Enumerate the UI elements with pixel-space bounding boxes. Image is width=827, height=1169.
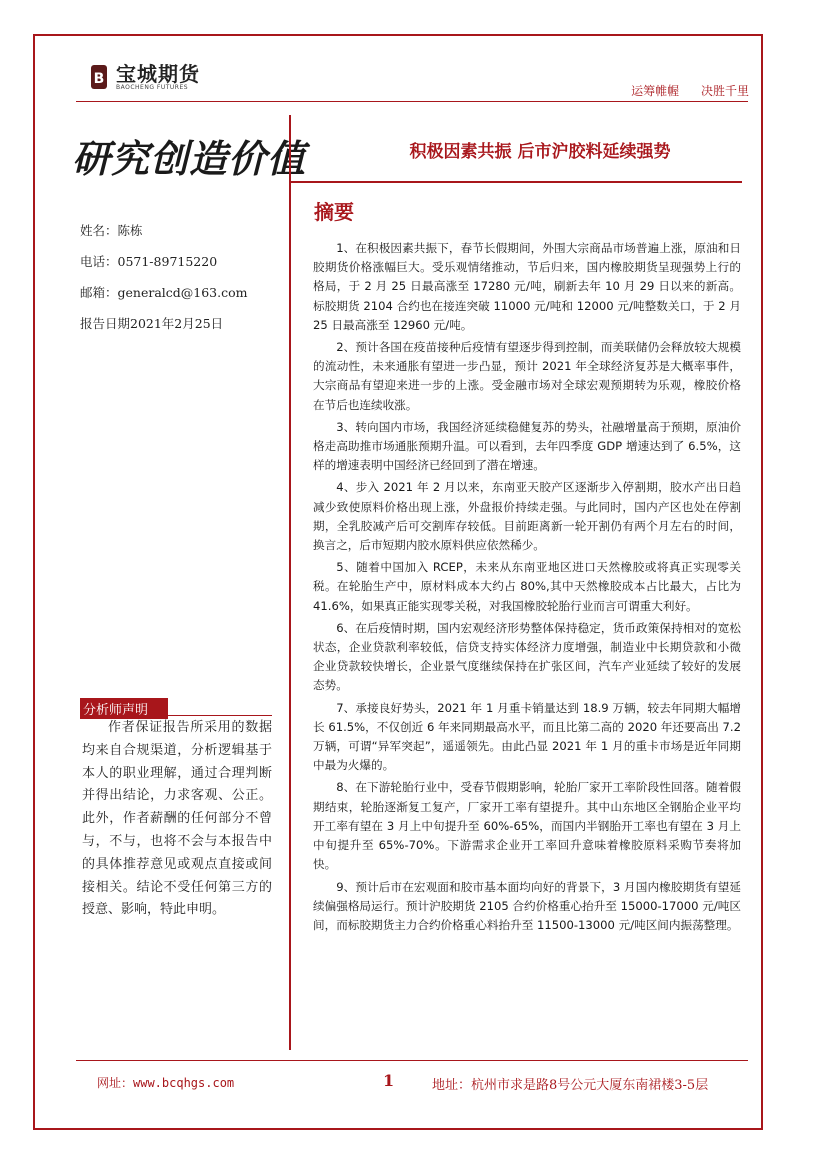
abstract-heading: 摘要 — [314, 200, 354, 224]
header-divider — [76, 101, 748, 102]
slogan-2: 决胜千里 — [700, 84, 749, 98]
logo-chinese: 宝城期货 — [116, 61, 200, 86]
footer-divider — [76, 1060, 748, 1061]
abstract-body — [313, 239, 741, 938]
paragraph-5: 5、随着中国加入 RCEP，未来从东南亚地区进口天然橡胶或将真正实现零关税。在轮胎生产中，原材料成本大约占 80%,其中天然橡胶成本占比最大，占比为 41.6%，如果真正能实现零关税，对我国橡胶轮胎行业而言可谓重大利好。 — [313, 560, 741, 613]
column-divider — [289, 115, 291, 1050]
slogan — [613, 82, 749, 99]
company-logo — [90, 62, 200, 92]
paragraph-8: 8、在下游轮胎行业中，受春节假期影响，轮胎厂家开工率阶段性回落。随着假期结束，轮胎逐渐复工复产，厂家开工率有望提升。其中山东地区全钢胎企业平均开工率有望在 3 月上中旬提升至 60%-65%，而国内半钢胎开工率也有望在 3 月上中旬提升至 65%-70%。下游需求企业开工率回升意味着橡胶原料采购节奏将加快。 — [313, 780, 741, 872]
paragraph-4: 4、步入 2021 年 2 月以来，东南亚天胶产区逐渐步入停割期，胶水产出日趋减少致使原料价格出现上涨，外盘报价持续走强。与此同时，国内产区也处在停割期，全乳胶减产后可交割库存较低。目前距离新一轮开割仍有两个月左右的时间，换言之，后市短期内胶水原料供应依然稀少。 — [313, 480, 741, 553]
author-name: 姓名：陈栋 — [80, 223, 143, 238]
slogan-1: 运筹帷幄 — [631, 84, 680, 98]
report-title: 积极因素共振 后市沪胶料延续强势 — [409, 142, 671, 162]
logo-mark-icon — [90, 62, 112, 92]
author-info — [80, 218, 248, 342]
page-number: 1 — [383, 1071, 395, 1090]
paragraph-9: 9、预计后市在宏观面和胶市基本面均向好的背景下，3 月国内橡胶期货有望延续偏强格局运行。预计沪胶期货 2105 合约价格重心抬升至 15000-17000 元/吨区间，而标胶期货主力合约价格重心料抬升至 11500-13000 元/吨区间内振荡整理。 — [313, 879, 741, 932]
title-divider — [289, 181, 742, 183]
statement-text: 作者保证报告所采用的数据均来自合规渠道，分析逻辑基于本人的职业理解，通过合理判断并得出结论，力求客观、公正。此外，作者薪酬的任何部分不曾与，不与，也将不会与本报告中的具体推荐意见或观点直接或间接相关。结论不受任何第三方的授意、影响，特此申明。 — [82, 720, 272, 918]
paragraph-1: 1、在积极因素共振下，春节长假期间，外围大宗商品市场普遍上涨，原油和日胶期货价格涨幅巨大。受乐观情绪推动，节后归来，国内橡胶期货呈现强势上行的格局，于 2 月 25 日最高涨至 17280 元/吨，刷新去年 10 月 29 日以来的新高。标胶期货 2104 合约也在接连突破 11000 元/吨和 12000 元/吨整数关口，于 2 月 25 日最高涨至 12960 元/吨。 — [313, 241, 741, 332]
author-phone: 电话：0571-89715220 — [80, 254, 218, 269]
statement-divider — [80, 715, 272, 716]
footer-website[interactable]: 网址：www.bcqhgs.com — [97, 1076, 235, 1090]
paragraph-2: 2、预计各国在疫苗接种后疫情有望逐步得到控制，而美联储仍会释放较大规模的流动性，未来通胀有望进一步凸显，预计 2021 年全球经济复苏是大概率事件，大宗商品有望迎来进一步的上涨。受金融市场对全球宏观预期转为乐观，橡胶价格在节后也连续收涨。 — [313, 340, 741, 412]
svg-text:B: B — [93, 71, 105, 87]
logo-english: BAOCHENG FUTURES — [116, 83, 189, 91]
calligraphy-motto: 研究创造价值 — [72, 136, 307, 181]
paragraph-6: 6、在后疫情时期，国内宏观经济形势整体保持稳定，货币政策保持相对的宽松状态，企业贷款利率较低，信贷支持实体经济力度增强，制造业中长期贷款和小微企业贷款较快增长，企业景气度继续保持在扩张区间，汽车产业延续了较好的发展态势。 — [313, 620, 741, 693]
paragraph-7: 7、承接良好势头，2021 年 1 月重卡销量达到 18.9 万辆，较去年同期大幅增长 61.5%，不仅创近 6 年来同期最高水平，而且比第二高的 2020 年还要高出 7.2 万辆，可谓“异军突起”，遥遥领先。由此凸显 2021 年 1 月的重卡市场是近年同期中最为火爆的。 — [313, 700, 741, 773]
report-date: 报告日期2021年2月25日 — [80, 316, 224, 331]
footer-address: 地址：杭州市求是路8号公元大厦东南裙楼3-5层 — [432, 1078, 709, 1093]
paragraph-3: 3、转向国内市场，我国经济延续稳健复苏的势头，社融增量高于预期，原油价格走高助推市场通胀预期升温。可以看到，去年四季度 GDP 增速达到了 6.5%，这样的增速表明中国经济已经回到了潜在增速。 — [313, 419, 741, 473]
author-email: 邮箱：generalcd@163.com — [80, 285, 248, 300]
statement-label: 分析师声明 — [80, 698, 168, 719]
